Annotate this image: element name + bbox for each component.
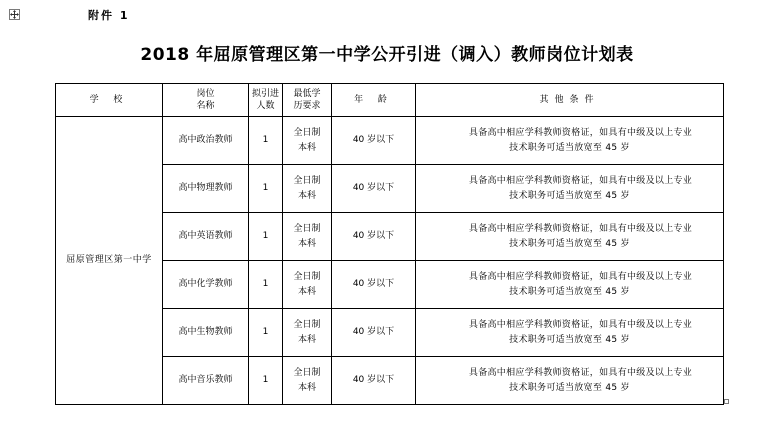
header-education: [283, 84, 332, 117]
position-count-cell: 1: [249, 357, 283, 405]
conditions-line1: 具备高中相应学科教师资格证，如具有中级及以上专业: [468, 271, 693, 282]
header-age: 年 龄: [332, 84, 416, 117]
conditions-line2: 技术职务可适当放宽至 45 岁: [509, 334, 630, 345]
education-line2: 本科: [297, 142, 316, 153]
header-count-line2: 人数: [256, 101, 275, 111]
document-title: 2018 年屈原管理区第一中学公开引进（调入）教师岗位计划表: [140, 45, 634, 65]
header-education-line2: 历要求: [293, 101, 321, 111]
education-line1: 全日制: [293, 367, 321, 378]
conditions-cell: [416, 213, 724, 261]
conditions-line1: 具备高中相应学科教师资格证，如具有中级及以上专业: [468, 367, 693, 378]
position-count-cell: 1: [249, 117, 283, 165]
table-header-row: [56, 84, 724, 117]
education-cell: [283, 357, 332, 405]
position-count-cell: 1: [249, 213, 283, 261]
education-cell: [283, 213, 332, 261]
conditions-line2: 技术职务可适当放宽至 45 岁: [509, 286, 630, 297]
table-move-handle-icon[interactable]: [9, 9, 20, 20]
conditions-cell: [416, 165, 724, 213]
header-school: 学 校: [56, 84, 163, 117]
conditions-cell: [416, 117, 724, 165]
conditions-line1: 具备高中相应学科教师资格证，如具有中级及以上专业: [468, 127, 693, 138]
education-cell: [283, 117, 332, 165]
education-cell: [283, 309, 332, 357]
header-count-line1: 拟引进: [251, 89, 279, 99]
conditions-line2: 技术职务可适当放宽至 45 岁: [509, 238, 630, 249]
education-line1: 全日制: [293, 271, 321, 282]
education-line2: 本科: [297, 382, 316, 393]
position-plan-table: [55, 83, 724, 405]
position-name-cell: 高中生物教师: [163, 309, 249, 357]
education-line2: 本科: [297, 334, 316, 345]
header-education-line1: 最低学: [293, 89, 321, 99]
education-line2: 本科: [297, 286, 316, 297]
education-line2: 本科: [297, 190, 316, 201]
education-line1: 全日制: [293, 319, 321, 330]
conditions-cell: [416, 309, 724, 357]
header-position-line2: 名称: [196, 101, 215, 111]
table-resize-handle-icon[interactable]: [724, 399, 729, 404]
education-line2: 本科: [297, 238, 316, 249]
header-position-line1: 岗位: [196, 89, 215, 99]
conditions-line1: 具备高中相应学科教师资格证，如具有中级及以上专业: [468, 223, 693, 234]
age-cell: 40 岁以下: [332, 357, 416, 405]
header-position: [163, 84, 249, 117]
position-count-cell: 1: [249, 165, 283, 213]
education-line1: 全日制: [293, 127, 321, 138]
position-name-cell: 高中政治教师: [163, 117, 249, 165]
age-cell: 40 岁以下: [332, 117, 416, 165]
age-cell: 40 岁以下: [332, 165, 416, 213]
age-cell: 40 岁以下: [332, 261, 416, 309]
header-count: [249, 84, 283, 117]
conditions-line1: 具备高中相应学科教师资格证，如具有中级及以上专业: [468, 175, 693, 186]
age-cell: 40 岁以下: [332, 213, 416, 261]
position-name-cell: 高中英语教师: [163, 213, 249, 261]
position-name-cell: 高中化学教师: [163, 261, 249, 309]
conditions-line1: 具备高中相应学科教师资格证，如具有中级及以上专业: [468, 319, 693, 330]
attachment-label: 附件 1: [88, 9, 130, 22]
header-conditions: 其他条件: [416, 84, 724, 117]
conditions-line2: 技术职务可适当放宽至 45 岁: [509, 382, 630, 393]
position-name-cell: 高中音乐教师: [163, 357, 249, 405]
education-line1: 全日制: [293, 175, 321, 186]
conditions-cell: [416, 261, 724, 309]
school-name-cell: 屈原管理区第一中学: [56, 117, 163, 405]
conditions-cell: [416, 357, 724, 405]
conditions-line2: 技术职务可适当放宽至 45 岁: [509, 142, 630, 153]
conditions-line2: 技术职务可适当放宽至 45 岁: [509, 190, 630, 201]
position-name-cell: 高中物理教师: [163, 165, 249, 213]
education-cell: [283, 261, 332, 309]
position-count-cell: 1: [249, 309, 283, 357]
position-count-cell: 1: [249, 261, 283, 309]
education-line1: 全日制: [293, 223, 321, 234]
age-cell: 40 岁以下: [332, 309, 416, 357]
education-cell: [283, 165, 332, 213]
table-row: [56, 117, 724, 165]
